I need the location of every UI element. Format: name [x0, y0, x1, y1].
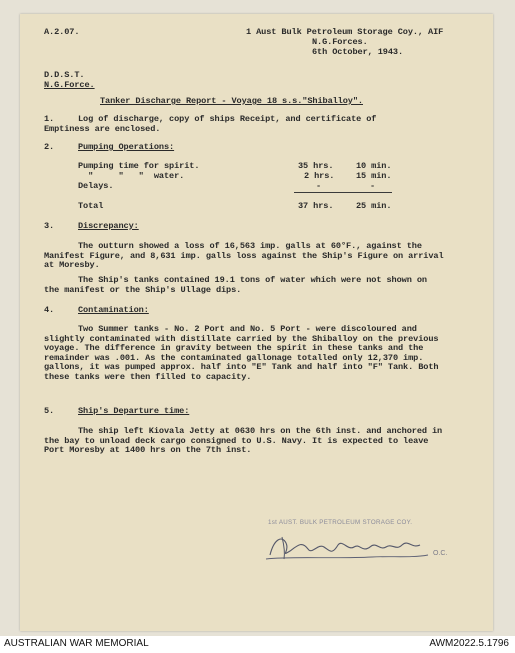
pump-row-2-hrs: 2 hrs.: [304, 171, 335, 181]
section-3-paragraph-2: The Ship's tanks contained 19.1 tons of water which were not shown on the manifest or the Ship's Ullage dips.: [44, 275, 427, 295]
section-1-text-2: Emptiness are enclosed.: [44, 124, 161, 134]
addressee-line-1: D.D.S.T.: [44, 70, 85, 80]
pump-row-3-hrs: -: [316, 181, 322, 191]
pump-row-2-label: " " " water.: [78, 171, 185, 181]
total-min: 25 min.: [356, 201, 392, 211]
section-2-heading: Pumping Operations:: [78, 142, 175, 152]
section-4-number: 4.: [44, 305, 55, 315]
signature-suffix: O.C.: [433, 550, 448, 557]
unit-line: 1 Aust Bulk Petroleum Storage Coy., AIF: [246, 27, 444, 37]
section-3-number: 3.: [44, 221, 55, 231]
pump-row-1-min: 10 min.: [356, 161, 392, 171]
pump-row-3-min: -: [370, 181, 376, 191]
pump-row-1-hrs: 35 hrs.: [298, 161, 334, 171]
pump-row-3-label: Delays.: [78, 181, 114, 191]
section-4-heading: Contamination:: [78, 305, 149, 315]
section-1-number: 1.: [44, 114, 55, 124]
reference-number: A.2.07.: [44, 27, 80, 37]
section-4-paragraph: Two Summer tanks - No. 2 Port and No. 5 Port - were discoloured and slightly contaminated with distillate carried by the Shiballoy on the previous voyage. The difference in gravity between the spirit in these tanks and the remainder was .001. As the contaminated gallonage totalled only 12,370 imp. gallons, it was pumped approx. half into "E" Tank and half into "F" Tank. Both these tanks were then filled to capacity.: [44, 324, 439, 382]
report-title: Tanker Discharge Report - Voyage 18 s.s."Shiballoy".: [100, 96, 363, 106]
section-3-heading: Discrepancy:: [78, 221, 139, 231]
section-2-number: 2.: [44, 142, 55, 152]
total-hrs: 37 hrs.: [298, 201, 334, 211]
pump-row-2-min: 15 min.: [356, 171, 392, 181]
total-rule: [294, 192, 392, 193]
pump-row-1-label: Pumping time for spirit.: [78, 161, 200, 171]
unit-stamp: 1st AUST. BULK PETROLEUM STORAGE COY.: [268, 519, 413, 526]
caption-accession-number: AWM2022.5.1796: [429, 638, 509, 649]
caption-institution: AUSTRALIAN WAR MEMORIAL: [4, 638, 149, 649]
section-5-number: 5.: [44, 406, 55, 416]
addressee-line-2: N.G.Force.: [44, 80, 95, 90]
section-1-text-1: Log of discharge, copy of ships Receipt, and certificate of: [78, 114, 377, 124]
handwritten-signature: [262, 525, 437, 565]
total-label: Total: [78, 201, 104, 211]
section-3-paragraph-1: The outturn showed a loss of 16,563 imp. galls at 60°F., against the Manifest Figure, and 8,631 imp. galls loss against the Ship's Figure on arrival at Moresby.: [44, 241, 444, 271]
forces-line: N.G.Forces.: [312, 37, 368, 47]
date-line: 6th October, 1943.: [312, 47, 404, 57]
section-5-paragraph: The ship left Kiovala Jetty at 0630 hrs on the 6th inst. and anchored in the bay to unload deck cargo consigned to U.S. Navy. It is expected to leave Port Moresby at 1400 hrs on the 7th inst.: [44, 426, 443, 456]
section-5-heading: Ship's Departure time:: [78, 406, 190, 416]
